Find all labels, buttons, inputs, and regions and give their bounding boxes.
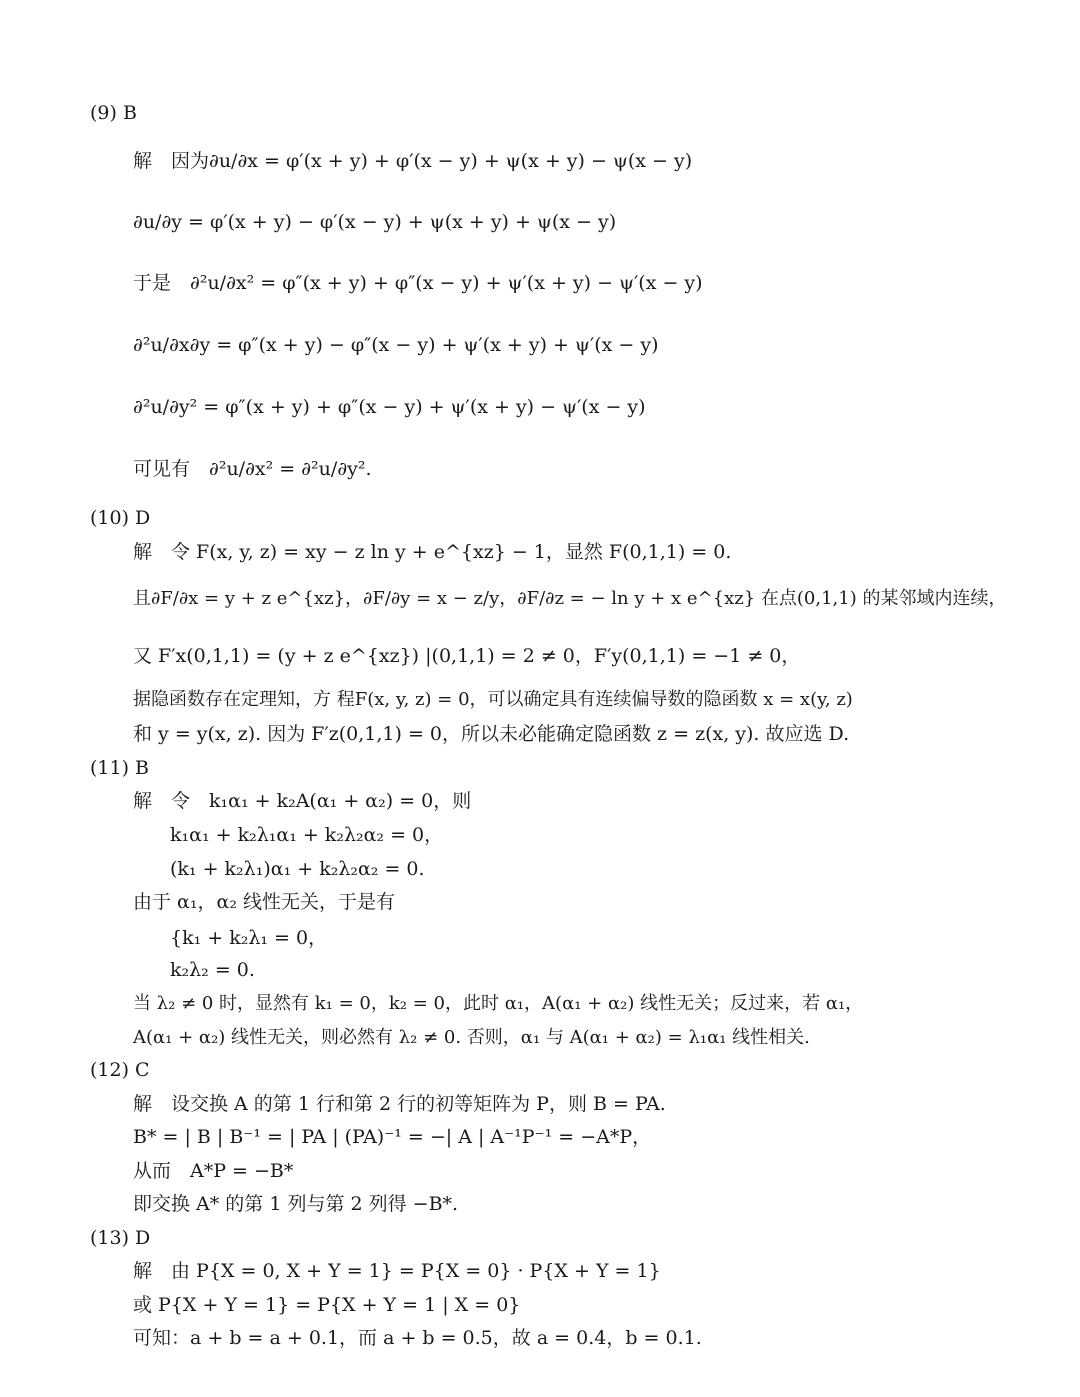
item-10-line-3: 又 F′x(0,1,1) = (y + z e^{xz}) |(0,1,1) = 2 ≠ 0，F′y(0,1,1) = −1 ≠ 0， — [133, 645, 801, 667]
item-9-header: (9) B — [90, 102, 137, 124]
item-9-line-6: 可见有 ∂²u/∂x² = ∂²u/∂y². — [133, 458, 372, 480]
item-11-line-4: 由于 α₁，α₂ 线性无关，于是有 — [133, 891, 395, 913]
item-9-line-5: ∂²u/∂y² = φ″(x + y) + φ″(x − y) + ψ′(x + y) − ψ′(x − y) — [133, 396, 646, 418]
item-11-line-8: A(α₁ + α₂) 线性无关，则必然有 λ₂ ≠ 0. 否则，α₁ 与 A(α₁ + α₂) = λ₁α₁ 线性相关. — [133, 1027, 810, 1048]
item-13-header: (13) D — [90, 1227, 151, 1249]
item-12-line-1: 解 设交换 A 的第 1 行和第 2 行的初等矩阵为 P，则 B = PA. — [133, 1093, 666, 1115]
item-10-header: (10) D — [90, 507, 151, 529]
item-10-line-4: 据隐函数存在定理知，方 程F(x, y, z) = 0，可以确定具有连续偏导数的隐函数 x = x(y, z) — [133, 689, 853, 710]
item-11-line-2: k₁α₁ + k₂λ₁α₁ + k₂λ₂α₂ = 0， — [170, 824, 444, 846]
item-13-line-1: 解 由 P{X = 0, X + Y = 1} = P{X = 0} · P{X + Y = 1} — [133, 1260, 661, 1282]
item-13-line-3: 可知：a + b = a + 0.1，而 a + b = 0.5，故 a = 0.4，b = 0.1. — [133, 1327, 702, 1349]
item-11-line-1: 解 令 k₁α₁ + k₂A(α₁ + α₂) = 0，则 — [133, 790, 472, 812]
item-12-line-4: 即交换 A* 的第 1 列与第 2 列得 −B*. — [133, 1193, 459, 1215]
item-11-line-3: (k₁ + k₂λ₁)α₁ + k₂λ₂α₂ = 0. — [170, 858, 425, 880]
item-13-line-2: 或 P{X + Y = 1} = P{X + Y = 1 | X = 0} — [133, 1294, 521, 1316]
item-11-line-7: 当 λ₂ ≠ 0 时，显然有 k₁ = 0，k₂ = 0，此时 α₁，A(α₁ + α₂) 线性无关；反过来，若 α₁， — [133, 993, 864, 1014]
item-9-line-1: 解 因为∂u/∂x = φ′(x + y) + φ′(x − y) + ψ(x + y) − ψ(x − y) — [133, 150, 693, 172]
item-9-line-4: ∂²u/∂x∂y = φ″(x + y) − φ″(x − y) + ψ′(x + y) + ψ′(x − y) — [133, 334, 659, 356]
item-11-header: (11) B — [90, 757, 150, 779]
item-12-line-2: B* = | B | B⁻¹ = | PA | (PA)⁻¹ = −| A | A⁻¹P⁻¹ = −A*P， — [133, 1126, 652, 1148]
item-10-line-2: 且∂F/∂x = y + z e^{xz}，∂F/∂y = x − z/y，∂F/∂z = − ln y + x e^{xz} 在点(0,1,1) 的某邻域内连续， — [133, 588, 1007, 609]
item-11-line-5: {k₁ + k₂λ₁ = 0， — [170, 927, 328, 949]
item-12-header: (12) C — [90, 1059, 150, 1081]
item-9-line-2: ∂u/∂y = φ′(x + y) − φ′(x − y) + ψ(x + y) + ψ(x − y) — [133, 211, 617, 233]
item-9-line-3: 于是 ∂²u/∂x² = φ″(x + y) + φ″(x − y) + ψ′(x + y) − ψ′(x − y) — [133, 272, 703, 294]
item-10-line-1: 解 令 F(x, y, z) = xy − z ln y + e^{xz} − 1，显然 F(0,1,1) = 0. — [133, 541, 732, 563]
item-11-line-6: k₂λ₂ = 0. — [170, 959, 255, 981]
item-12-line-3: 从而 A*P = −B* — [133, 1160, 294, 1182]
item-10-line-5: 和 y = y(x, z). 因为 F′z(0,1,1) = 0，所以未必能确定隐函数 z = z(x, y). 故应选 D. — [133, 723, 850, 745]
